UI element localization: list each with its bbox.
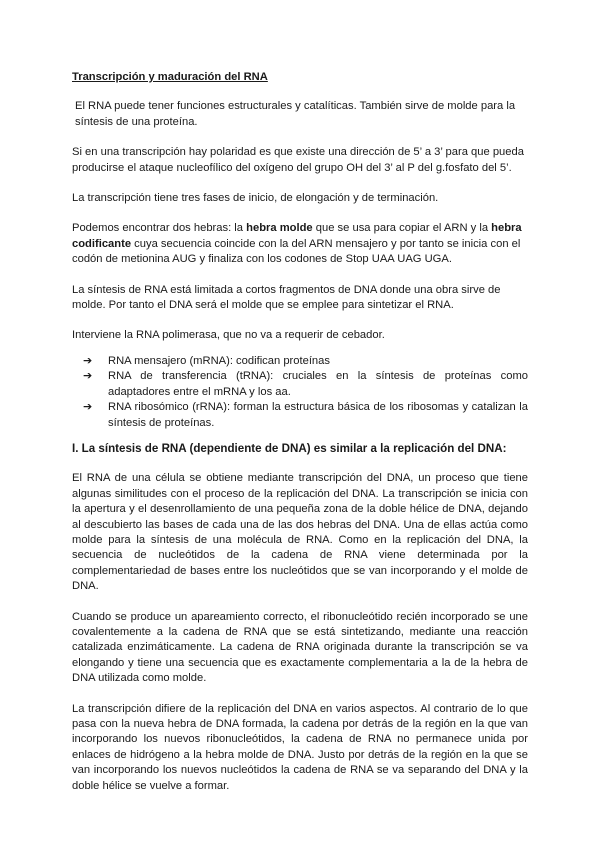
- paragraph-differences: La transcripción difiere de la replicación del DNA en varios aspectos. Al contrario de lo que pasa con la nueva hebra de DNA formada, la cadena por detrás de la región en la que van incorporando los nuevos ribonucleótidos, la cadena de RNA no permanece unida por enlaces de hidrógeno a la hebra molde de DNA. Justo por detrás de la región en la que se van incorporando los nuevos nucleótidos la cadena de RNA se va separando del DNA y la doble hélice se vuelve a formar.: [72, 702, 528, 792]
- template-strand-term: hebra molde: [246, 222, 313, 235]
- paragraph-rna-functions: El RNA puede tener funciones estructurales y catalíticas. También sirve de molde para la síntesis de una proteína.: [75, 100, 516, 128]
- list-item-text: RNA de transferencia (tRNA): cruciales en la síntesis de proteínas como adaptadores entre el mRNA y los aa.: [108, 370, 528, 398]
- coding-strand-term: hebra codificante: [72, 222, 522, 250]
- paragraph-transcription-overview: El RNA de una célula se obtiene mediante transcripción del DNA, un proceso que tiene algunas similitudes con el proceso de la replicación del DNA. La transcripción se inicia con la apertura y el desenrollamiento de una pequeña zona de la doble hélice de DNA, dejando al descubierto las bases de cada una de las dos hebras del DNA. Una de ellas actúa como molde para la síntesis de una molécula de RNA. Como en la replicación del DNA, la secuencia de nucleótidos de la cadena de RNA viene determinada por la complementariedad de bases entre los nucleótidos que se van incorporando y el molde de DNA.: [72, 472, 528, 593]
- strands-text-e: cuya secuencia coincide con la del ARN mensajero y por tanto se inicia con el codón de metionina AUG y finaliza con los codones de Stop UAA UAG UGA.: [72, 237, 521, 266]
- paragraph-dna-template: La síntesis de RNA está limitada a cortos fragmentos de DNA donde una obra sirve de molde. Por tanto el DNA será el molde que se emplee para sintetizar el RNA.: [72, 283, 501, 312]
- arrow-bullet-icon: ➔: [83, 401, 93, 414]
- arrow-bullet-icon: ➔: [83, 354, 93, 367]
- document-page: [72, 70, 528, 809]
- paragraph-phases: La transcripción tiene tres fases de inicio, de elongación y de terminación.: [72, 192, 439, 205]
- rna-types-list: [72, 354, 528, 431]
- list-item-mrna: [72, 354, 528, 369]
- arrow-bullet-icon: ➔: [83, 370, 93, 383]
- list-item-rrna: [72, 400, 528, 431]
- paragraph-polarity: Si en una transcripción hay polaridad es que existe una dirección de 5’ a 3’ para que pueda producirse el ataque nucleofílico del oxígeno del grupo OH del 3’ al P del g.fosfato del 5’.: [72, 146, 524, 174]
- strands-text-a: Podemos encontrar dos hebras: la: [72, 222, 247, 235]
- list-item-trna: [72, 369, 528, 400]
- section-heading: I. La síntesis de RNA (dependiente de DNA) es similar a la replicación del DNA:: [72, 441, 507, 455]
- paragraph-strands: [72, 221, 528, 267]
- list-item-text: RNA mensajero (mRNA): codifican proteínas: [108, 354, 330, 367]
- paragraph-polymerase: Interviene la RNA polimerasa, que no va a requerir de cebador.: [72, 329, 385, 342]
- strands-text-c: que se usa para copiar el ARN y la: [312, 222, 492, 235]
- paragraph-pairing: Cuando se produce un apareamiento correcto, el ribonucleótido recién incorporado se une covalentemente a la cadena de RNA que se está sintetizando, mediante una reacción catalizada enzimáticamente. La cadena de RNA originada durante la transcripción se va elongando y tiene una secuencia que es exactamente complementaria a la de la hebra de DNA utilizada como molde.: [72, 610, 528, 685]
- list-item-text: RNA ribosómico (rRNA): forman la estructura básica de los ribosomas y catalizan la síntesis de proteínas.: [108, 401, 528, 429]
- document-title: Transcripción y maduración del RNA: [72, 71, 268, 83]
